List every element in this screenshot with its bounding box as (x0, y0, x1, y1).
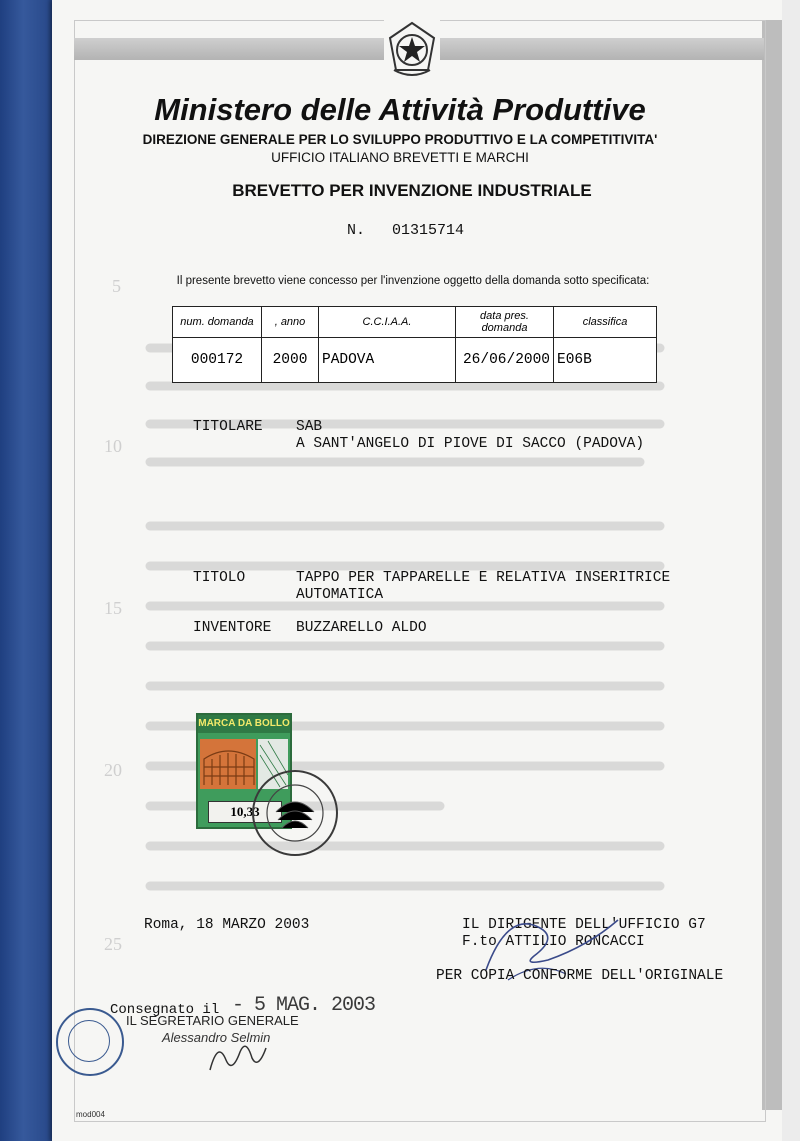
chamber-of-commerce: PADOVA (319, 338, 456, 383)
office-name: UFFICIO ITALIANO BREVETTI E MARCHI (271, 150, 529, 165)
signatory-title: IL DIRIGENTE DELL'UFFICIO G7 (462, 917, 706, 933)
conformity-statement: PER COPIA CONFORME DELL'ORIGINALE (436, 968, 724, 984)
column-header: data pres. domanda (456, 307, 554, 338)
column-header: C.C.I.A.A. (319, 307, 456, 338)
application-table (172, 306, 657, 383)
application-year: 2000 (262, 338, 319, 383)
patent-number-value: 01315714 (392, 222, 465, 239)
bleed-line-number: 25 (104, 934, 122, 954)
stamp-value: 10,33 (208, 801, 282, 823)
bleed-line-number: 10 (104, 436, 122, 456)
right-paper-edge (782, 0, 800, 1141)
table-row (173, 338, 657, 383)
bleed-line-number: 20 (104, 760, 122, 780)
holder-label: TITOLARE (193, 419, 263, 435)
invention-title-cont: AUTOMATICA (296, 587, 384, 603)
secretary-name: Alessandro Selmin (162, 1030, 271, 1045)
postmark-cancellation (252, 770, 338, 856)
seal-inner-ring (68, 1020, 110, 1062)
column-header: num. domanda (173, 307, 262, 338)
delivery-date-stamp: - 5 MAG. 2003 (232, 994, 376, 1017)
grant-statement: Il presente brevetto viene concesso per l'invenzione oggetto della domanda sotto specificata: (176, 275, 650, 287)
column-header: , anno (262, 307, 319, 338)
application-number: 000172 (173, 338, 262, 383)
bleed-line-number: 15 (104, 598, 122, 618)
holder-name: SAB (296, 419, 323, 435)
inventor-label: INVENTORE (193, 620, 272, 636)
holder-address: A SANT'ANGELO DI PIOVE DI SACCO (PADOVA) (296, 436, 645, 452)
document-title: BREVETTO PER INVENZIONE INDUSTRIALE (232, 181, 592, 200)
postmark-icon (254, 772, 336, 854)
republic-emblem-icon (384, 20, 440, 80)
filing-date: 26/06/2000 (456, 338, 554, 383)
table-header-row (173, 307, 657, 338)
delivered-label: Consegnato il (110, 1002, 220, 1018)
place-and-date: Roma, 18 MARZO 2003 (144, 917, 310, 933)
column-header: classifica (554, 307, 657, 338)
secretary-signature (204, 1030, 274, 1080)
bleed-line-number: 5 (112, 276, 121, 296)
secretary-title: IL SEGRETARIO GENERALE (126, 1013, 299, 1028)
ministry-name: Ministero delle Attività Produttive (154, 92, 646, 127)
title-label: TITOLO (193, 570, 246, 586)
classification: E06B (554, 338, 657, 383)
form-code: mod004 (76, 1110, 105, 1119)
signatory-name: F.to ATTILIO RONCACCI (462, 934, 645, 950)
stamp-header: MARCA DA BOLLO (198, 715, 290, 733)
invention-title: TAPPO PER TAPPARELLE E RELATIVA INSERITRICE (296, 570, 671, 586)
patent-number-label: N. (347, 222, 366, 239)
directorate-name: DIREZIONE GENERALE PER LO SVILUPPO PRODUTTIVO E LA COMPETITIVITA' (142, 132, 658, 147)
inventor-name: BUZZARELLO ALDO (296, 620, 427, 636)
binding-spine (0, 0, 58, 1141)
chamber-seal-icon (56, 1008, 124, 1076)
patent-number (347, 222, 464, 239)
